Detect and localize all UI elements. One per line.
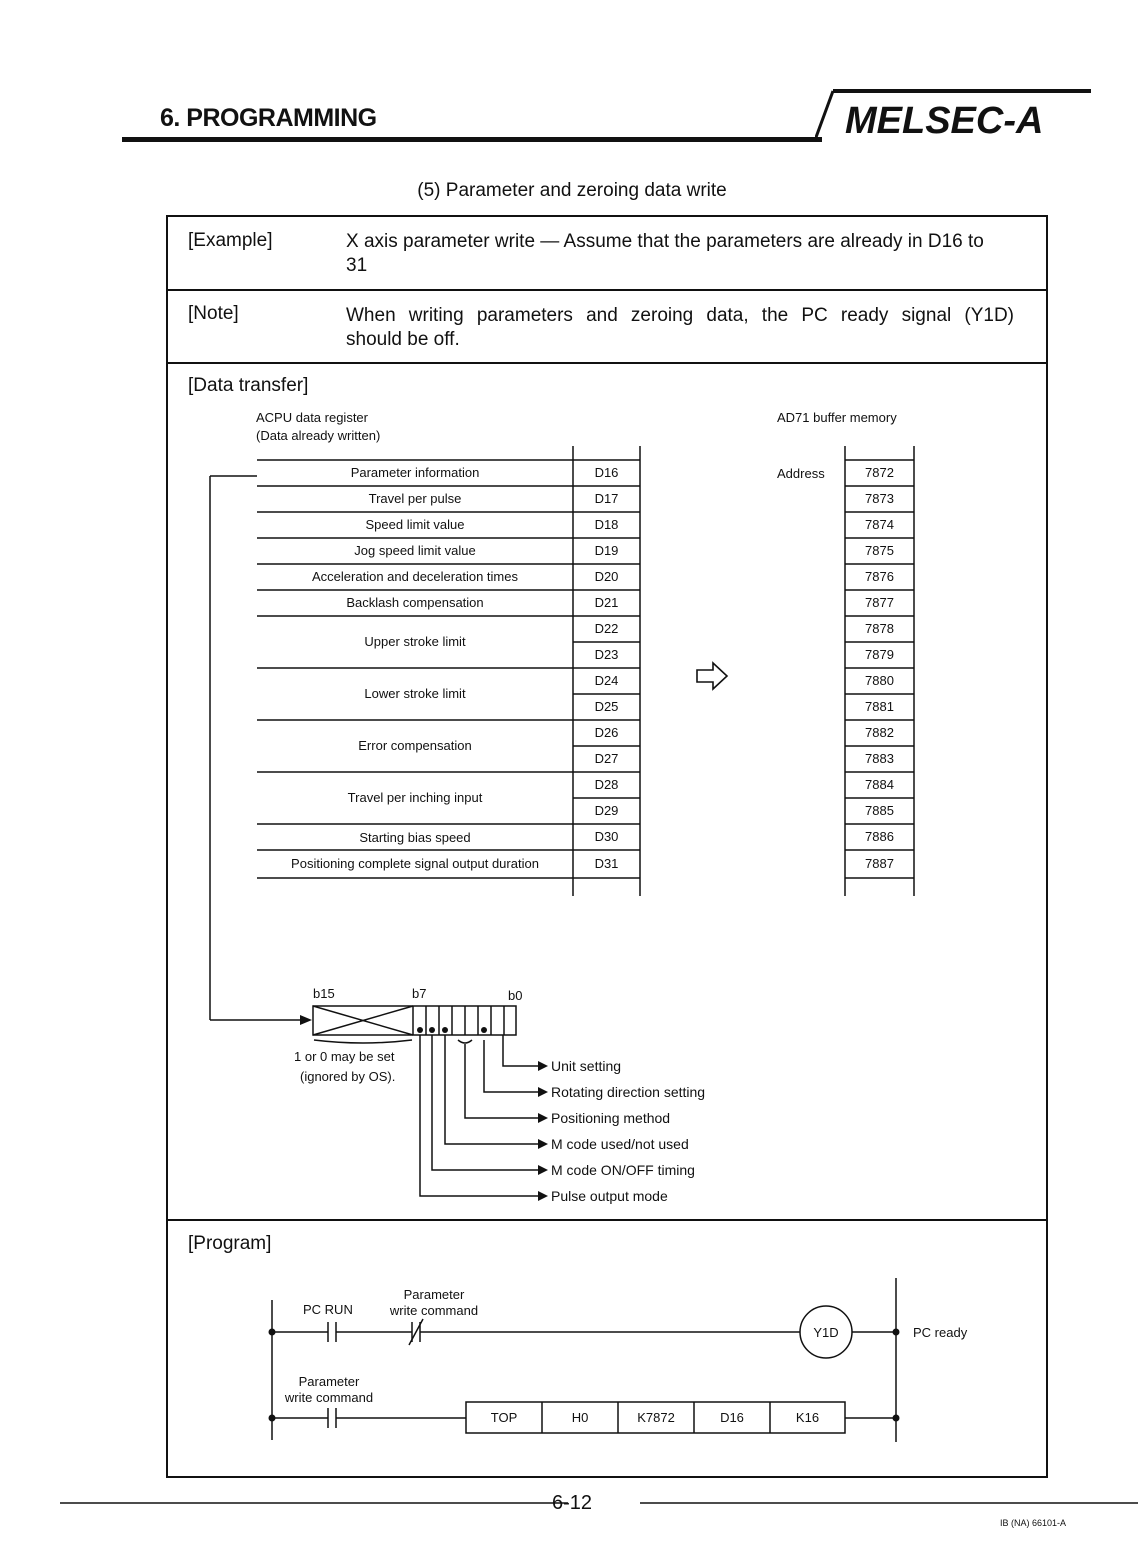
register-cell: D25 <box>594 699 619 714</box>
bit-field-label: Unit setting <box>551 1058 622 1074</box>
address-cell: 7882 <box>865 725 894 740</box>
item-label: Upper stroke limit <box>364 634 466 649</box>
note-label: [Note] <box>188 303 239 324</box>
register-cell: D27 <box>594 751 619 766</box>
coil-y1d: Y1D <box>813 1325 839 1340</box>
register-cell: D20 <box>594 569 619 584</box>
example-label: [Example] <box>188 230 273 251</box>
bit-label-b7: b7 <box>412 986 427 1001</box>
bit-field-label: M code used/not used <box>551 1136 689 1152</box>
instruction-operand: K16 <box>795 1410 820 1425</box>
item-label: Backlash compensation <box>346 595 484 610</box>
address-cell: 7872 <box>865 465 894 480</box>
instruction-operand: D16 <box>720 1410 744 1425</box>
item-label: Error compensation <box>358 738 472 753</box>
address-cell: 7880 <box>865 673 894 688</box>
address-cell: 7878 <box>865 621 894 636</box>
register-cell: D23 <box>594 647 619 662</box>
bit-field-label: Pulse output mode <box>551 1188 668 1204</box>
ignored-bits-note-line1: 1 or 0 may be set <box>294 1049 395 1064</box>
item-label: Acceleration and deceleration times <box>312 569 518 584</box>
note-text-line2: should be off. <box>346 329 460 350</box>
section-title: (5) Parameter and zeroing data write <box>417 180 727 201</box>
note-text-line1: When writing parameters and zeroing data, the PC ready signal (Y1D) <box>346 305 1014 326</box>
top-instruction: TOP <box>490 1410 518 1425</box>
address-cell: 7874 <box>865 517 894 532</box>
acpu-title: ACPU data register <box>256 410 368 425</box>
register-cell: D19 <box>594 543 619 558</box>
ignored-bits-note-line2: (ignored by OS). <box>300 1069 396 1084</box>
address-cell: 7887 <box>865 856 894 871</box>
register-cell: D24 <box>594 673 619 688</box>
address-cell: 7879 <box>865 647 894 662</box>
pc-run-label: PC RUN <box>303 1302 353 1317</box>
bit-field-label: Rotating direction setting <box>551 1084 706 1100</box>
item-label: Jog speed limit value <box>354 543 476 558</box>
address-cell: 7875 <box>865 543 894 558</box>
bit-field-label: M code ON/OFF timing <box>551 1162 695 1178</box>
address-cell: 7885 <box>865 803 894 818</box>
bit-field-label: Positioning method <box>551 1110 671 1126</box>
register-cell: D29 <box>594 803 619 818</box>
item-label: Positioning complete signal output duration <box>291 856 539 871</box>
register-cell: D21 <box>594 595 619 610</box>
brand-text: MELSEC-A <box>845 100 1044 142</box>
register-cell: D22 <box>594 621 619 636</box>
acpu-subtitle: (Data already written) <box>256 428 381 443</box>
address-cell: 7881 <box>865 699 894 714</box>
register-cell: D26 <box>594 725 619 740</box>
register-cell: D28 <box>594 777 619 792</box>
bit-label-b15: b15 <box>313 986 335 1001</box>
address-cell: 7873 <box>865 491 894 506</box>
address-cell: 7884 <box>865 777 894 792</box>
program-label: [Program] <box>188 1233 272 1254</box>
rung2-contact-label-line2: write command <box>284 1390 374 1405</box>
item-label: Starting bias speed <box>359 830 471 845</box>
address-label: Address <box>777 466 825 481</box>
address-cell: 7877 <box>865 595 894 610</box>
instruction-operand: H0 <box>571 1410 589 1425</box>
example-text-line2: 31 <box>346 255 368 276</box>
chapter-title: 6. PROGRAMMING <box>160 104 377 132</box>
register-cell: D31 <box>594 856 619 871</box>
item-label: Travel per pulse <box>368 491 462 506</box>
instruction-operand: K7872 <box>637 1410 675 1425</box>
data-transfer-label: [Data transfer] <box>188 375 309 396</box>
register-cell: D16 <box>594 465 619 480</box>
address-cell: 7886 <box>865 829 894 844</box>
register-cell: D17 <box>594 491 619 506</box>
address-cell: 7883 <box>865 751 894 766</box>
item-label: Parameter information <box>350 465 480 480</box>
rung2-contact-label-line1: Parameter <box>298 1374 360 1389</box>
pc-ready-label: PC ready <box>913 1325 968 1340</box>
write-command-label-line2: write command <box>389 1303 479 1318</box>
item-label: Travel per inching input <box>347 790 483 805</box>
page-number: 6-12 <box>551 1492 593 1514</box>
address-cell: 7876 <box>865 569 894 584</box>
register-cell: D18 <box>594 517 619 532</box>
item-label: Lower stroke limit <box>364 686 466 701</box>
write-command-label-line1: Parameter <box>403 1287 465 1302</box>
document-code: IB (NA) 66101-A <box>1000 1518 1067 1528</box>
bit-label-b0: b0 <box>508 988 523 1003</box>
example-text-line1: X axis parameter write — Assume that the parameters are already in D16 to <box>346 231 984 252</box>
ad71-title: AD71 buffer memory <box>777 410 897 425</box>
register-cell: D30 <box>594 829 619 844</box>
item-label: Speed limit value <box>365 517 465 532</box>
